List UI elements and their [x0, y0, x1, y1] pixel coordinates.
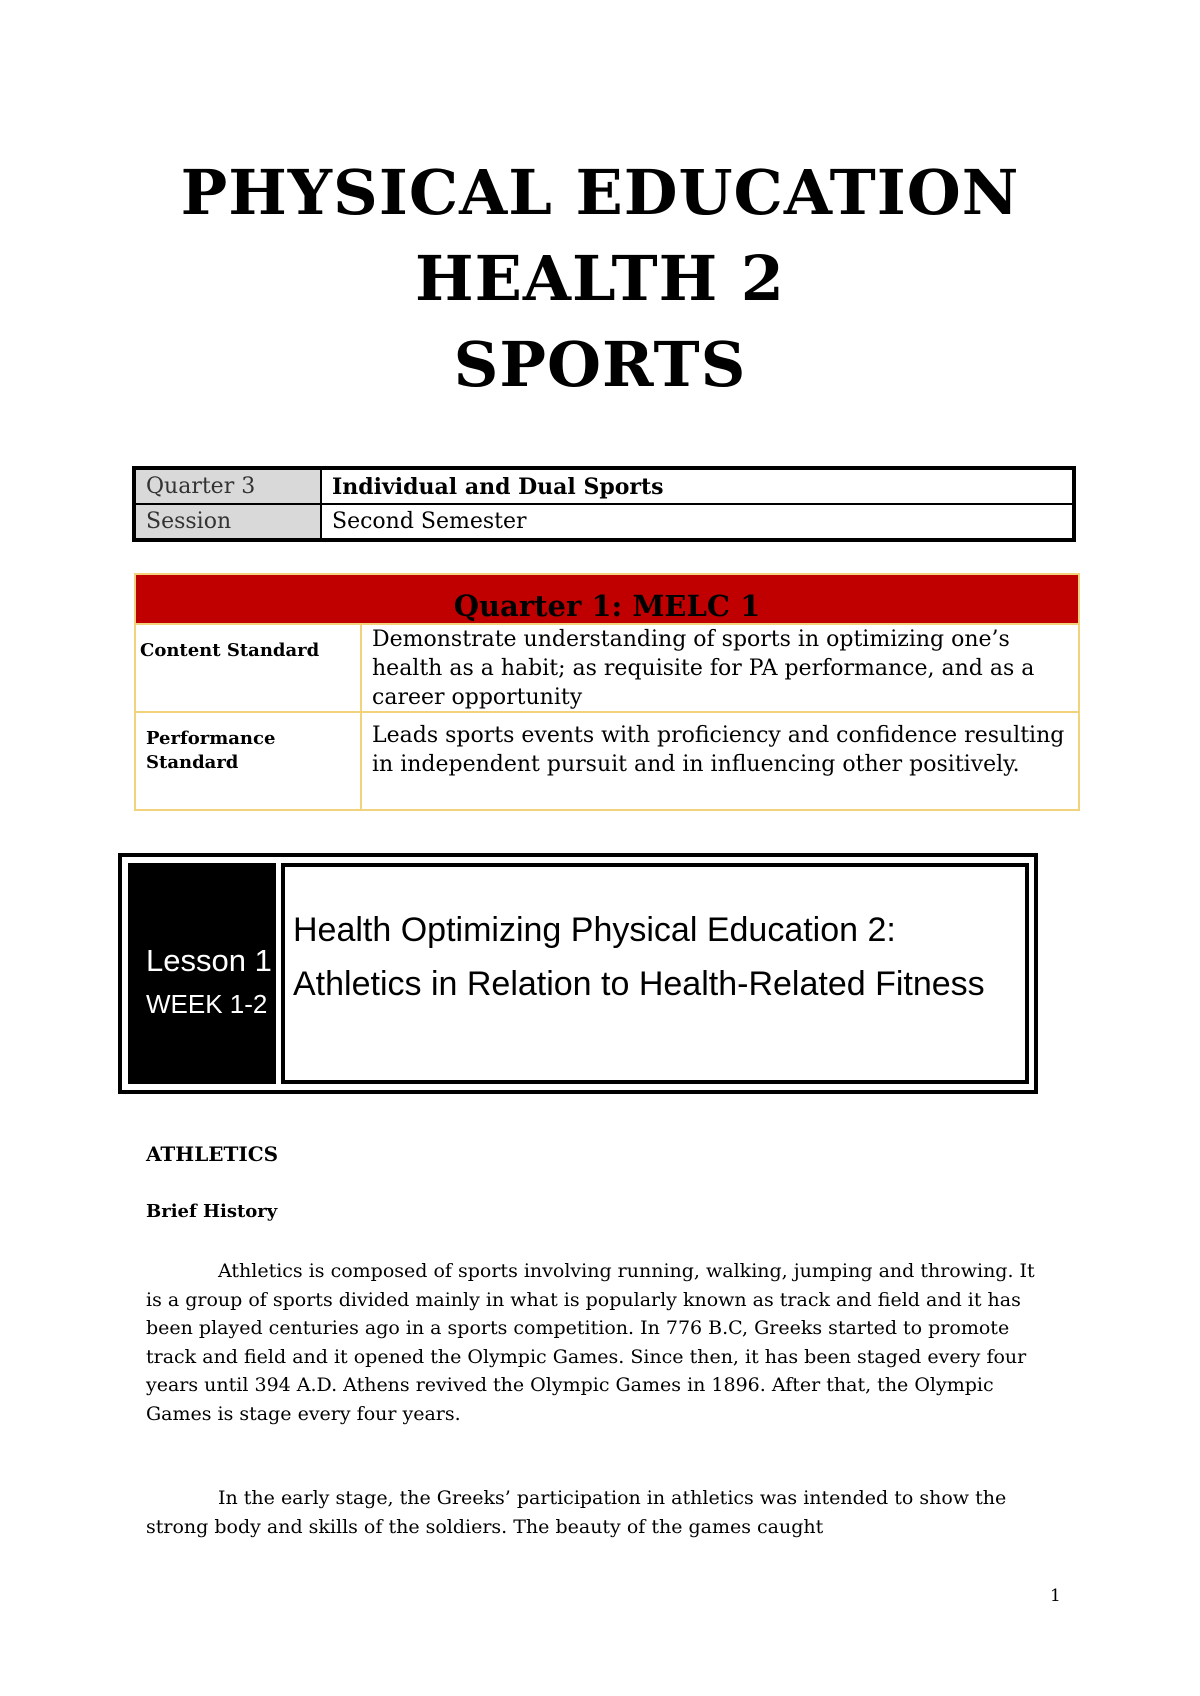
quarter-label: Quarter 3 [134, 468, 321, 504]
session-value: Second Semester [321, 504, 1074, 540]
paragraph-1: Athletics is composed of sports involving running, walking, jumping and throwing. It is a group of sports divided mainly in what is popularly known as track and field and it has been played centuries ago in a sports competition. In 776 B.C, Greeks started to promote track and field and it opened the Olympic Games. Since then, it has been staged every four years until 394 A.D. Athens revived the Olympic Games in 1896. After that, the Olympic Games is stage every four years. [146, 1260, 1035, 1425]
lesson-week: WEEK 1-2 [146, 989, 268, 1019]
title-line-2: HEALTH 2 [415, 242, 785, 315]
content-standard-row [136, 623, 1078, 711]
lesson-number: Lesson 1 [146, 943, 272, 978]
quarter-session-table [132, 466, 1076, 542]
lesson-label-panel [128, 863, 276, 1084]
lesson-box [118, 853, 1038, 1094]
page-number: 1 [1050, 1586, 1061, 1606]
section-heading: ATHLETICS [146, 1142, 279, 1166]
quarter-value: Individual and Dual Sports [321, 468, 1074, 504]
title-line-3: SPORTS [453, 328, 747, 401]
paragraph-2: In the early stage, the Greeks’ participation in athletics was intended to show the strong body and skills of the soldiers. The beauty of the games caught [146, 1487, 1007, 1538]
lesson-title-panel [281, 863, 1029, 1084]
performance-standard-label: Performance Standard [136, 713, 362, 809]
performance-standard-row [136, 711, 1078, 809]
section-subheading: Brief History [146, 1201, 278, 1222]
document-title [0, 150, 1200, 408]
quarter-row [134, 468, 1074, 504]
session-label: Session [134, 504, 321, 540]
content-standard-text: Demonstrate understanding of sports in optimizing one’s health as a habit; as requisite for PA performance, and as a career opportunity [372, 627, 1035, 710]
content-standard-label: Content Standard [136, 625, 362, 711]
performance-standard-text: Leads sports events with proficiency and confidence resulting in independent pursuit and in influencing other positively. [372, 723, 1065, 777]
session-row [134, 504, 1074, 540]
title-line-1: PHYSICAL EDUCATION [180, 156, 1020, 229]
melc-table [134, 573, 1080, 811]
lesson-title: Health Optimizing Physical Education 2: Athletics in Relation to Health-Related Fitness [293, 911, 985, 1003]
melc-header: Quarter 1: MELC 1 [136, 575, 1078, 623]
